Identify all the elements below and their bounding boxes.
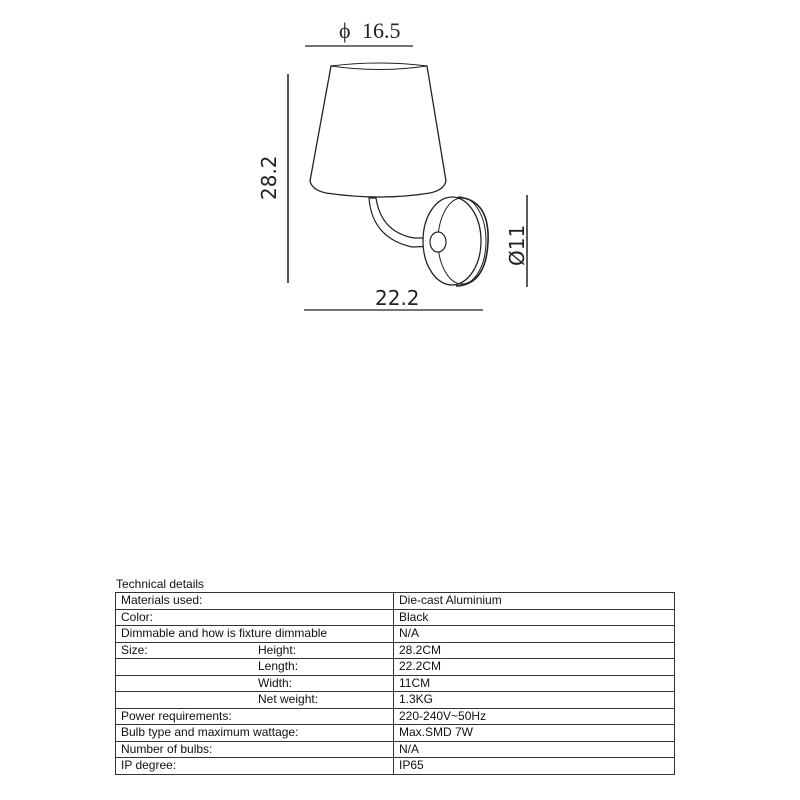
spec-label-cell	[116, 675, 394, 692]
table-row	[116, 659, 675, 676]
shade-diameter-label: 16.5	[362, 18, 401, 43]
spec-value: N/A	[394, 626, 675, 643]
spec-label-wrap	[121, 709, 393, 724]
spec-sublabel: Height:	[258, 642, 297, 657]
spec-sublabel: Net weight:	[258, 692, 319, 707]
table-row	[116, 708, 675, 725]
spec-label: Size:	[121, 642, 148, 657]
length-label: 22.2	[375, 286, 420, 310]
base-diameter-label: Ø11	[505, 224, 529, 266]
spec-label-wrap	[121, 659, 393, 674]
spec-label: Number of bulbs:	[121, 741, 213, 756]
spec-label-cell	[116, 659, 394, 676]
spec-label-wrap	[121, 610, 393, 625]
table-row	[116, 758, 675, 775]
table-row	[116, 725, 675, 742]
lamp-shade	[310, 66, 446, 197]
spec-label: Color:	[121, 609, 154, 624]
spec-label-wrap	[121, 742, 393, 757]
spec-label-wrap	[121, 725, 393, 740]
spec-value: 220-240V~50Hz	[394, 708, 675, 725]
arm-joint-front	[430, 232, 446, 252]
technical-details-title: Technical details	[116, 577, 205, 591]
spec-sublabel: Width:	[258, 675, 293, 690]
table-row	[116, 626, 675, 643]
spec-value: 1.3KG	[394, 692, 675, 709]
table-row	[116, 609, 675, 626]
spec-label: Materials used:	[121, 593, 203, 608]
spec-label-cell	[116, 642, 394, 659]
spec-value: 22.2CM	[394, 659, 675, 676]
spec-label-wrap	[121, 643, 393, 658]
spec-label-cell	[116, 708, 394, 725]
table-row	[116, 692, 675, 709]
spec-value: Max.SMD 7W	[394, 725, 675, 742]
spec-label-cell	[116, 741, 394, 758]
spec-label-cell	[116, 758, 394, 775]
lamp-dimension-drawing	[0, 0, 800, 340]
technical-details-table	[115, 592, 675, 775]
table-row	[116, 593, 675, 610]
spec-label: IP degree:	[121, 758, 177, 773]
spec-label: Dimmable and how is fixture dimmable	[121, 626, 328, 641]
spec-label-cell	[116, 692, 394, 709]
spec-label-wrap	[121, 692, 393, 707]
spec-sublabel: Length:	[258, 659, 299, 674]
spec-value: IP65	[394, 758, 675, 775]
spec-label-wrap	[121, 593, 393, 608]
spec-label-cell	[116, 609, 394, 626]
spec-label-wrap	[121, 626, 393, 641]
spec-value: N/A	[394, 741, 675, 758]
spec-label-wrap	[121, 676, 393, 691]
table-row	[116, 675, 675, 692]
spec-label-cell	[116, 626, 394, 643]
shade-diameter-symbol: ϕ	[339, 18, 351, 43]
spec-label: Bulb type and maximum wattage:	[121, 725, 299, 740]
height-label: 28.2	[257, 155, 281, 200]
spec-value: Black	[394, 609, 675, 626]
spec-label: Power requirements:	[121, 708, 232, 723]
spec-label-wrap	[121, 758, 393, 773]
spec-value: 11CM	[394, 675, 675, 692]
spec-label-cell	[116, 725, 394, 742]
spec-value: 28.2CM	[394, 642, 675, 659]
table-row	[116, 642, 675, 659]
spec-label-cell	[116, 593, 394, 610]
table-row	[116, 741, 675, 758]
spec-value: Die-cast Aluminium	[394, 593, 675, 610]
